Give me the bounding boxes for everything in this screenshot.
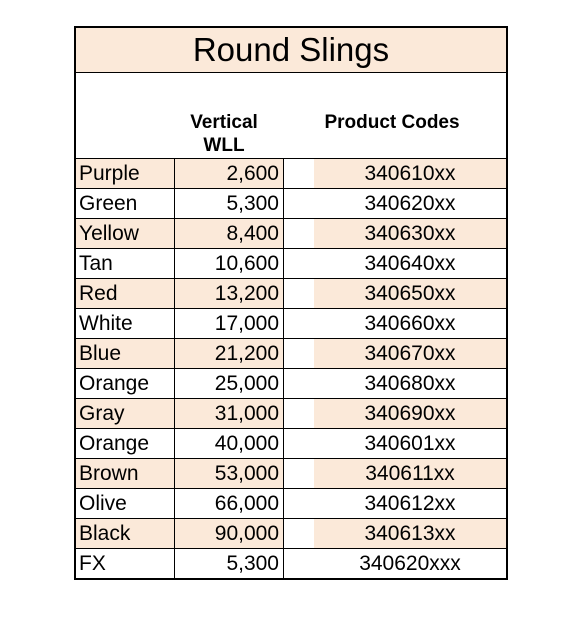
table-row xyxy=(76,459,506,489)
product-code-cell: 340650xx xyxy=(314,279,506,309)
spacer-cell xyxy=(284,339,315,369)
spacer-cell xyxy=(284,219,315,249)
color-cell: Black xyxy=(76,519,175,549)
table-row xyxy=(76,399,506,429)
spacer-cell xyxy=(284,459,315,489)
table-row xyxy=(76,369,506,399)
table-title: Round Slings xyxy=(76,28,506,73)
table-row xyxy=(76,429,506,459)
header-wll-line1: Vertical xyxy=(190,112,258,133)
product-code-cell: 340611xx xyxy=(314,459,506,489)
product-code-cell: 340670xx xyxy=(314,339,506,369)
table-row xyxy=(76,279,506,309)
table-row xyxy=(76,249,506,279)
product-code-cell: 340680xx xyxy=(314,369,506,399)
table-row xyxy=(76,489,506,519)
spacer-cell xyxy=(284,249,315,279)
wll-cell: 10,600 xyxy=(175,249,284,279)
product-code-cell: 340620xxx xyxy=(314,549,506,579)
color-cell: Orange xyxy=(76,369,175,399)
color-cell: Brown xyxy=(76,459,175,489)
spacer-cell xyxy=(284,399,315,429)
product-code-cell: 340690xx xyxy=(314,399,506,429)
color-cell: Red xyxy=(76,279,175,309)
product-code-cell: 340613xx xyxy=(314,519,506,549)
table-body xyxy=(76,159,506,578)
wll-cell: 53,000 xyxy=(175,459,284,489)
wll-cell: 31,000 xyxy=(175,399,284,429)
spacer-cell xyxy=(284,489,315,519)
wll-cell: 2,600 xyxy=(175,159,284,189)
spacer-cell xyxy=(284,189,315,219)
wll-cell: 13,200 xyxy=(175,279,284,309)
color-cell: Purple xyxy=(76,159,175,189)
wll-cell: 17,000 xyxy=(175,309,284,339)
product-code-cell: 340612xx xyxy=(314,489,506,519)
spacer-cell xyxy=(284,309,315,339)
spacer-cell xyxy=(284,159,315,189)
color-cell: Olive xyxy=(76,489,175,519)
color-cell: Orange xyxy=(76,429,175,459)
header-product-codes: Product Codes xyxy=(324,112,460,133)
table-row xyxy=(76,189,506,219)
wll-cell: 21,200 xyxy=(175,339,284,369)
spacer-cell xyxy=(284,519,315,549)
table-row xyxy=(76,219,506,249)
product-code-cell: 340660xx xyxy=(314,309,506,339)
spacer-cell xyxy=(284,429,315,459)
spacer-cell xyxy=(284,279,315,309)
table-row xyxy=(76,549,506,579)
wll-cell: 8,400 xyxy=(175,219,284,249)
product-code-cell: 340601xx xyxy=(314,429,506,459)
color-cell: Gray xyxy=(76,399,175,429)
product-code-cell: 340640xx xyxy=(314,249,506,279)
wll-cell: 40,000 xyxy=(175,429,284,459)
wll-cell: 25,000 xyxy=(175,369,284,399)
table-row xyxy=(76,339,506,369)
color-cell: White xyxy=(76,309,175,339)
spacer-cell xyxy=(284,369,315,399)
product-code-cell: 340610xx xyxy=(314,159,506,189)
wll-cell: 5,300 xyxy=(175,549,284,579)
wll-cell: 5,300 xyxy=(175,189,284,219)
color-cell: Green xyxy=(76,189,175,219)
product-code-cell: 340620xx xyxy=(314,189,506,219)
spacer-cell xyxy=(284,549,315,579)
color-cell: Tan xyxy=(76,249,175,279)
wll-cell: 66,000 xyxy=(175,489,284,519)
table-row xyxy=(76,519,506,549)
sling-data-table xyxy=(76,159,506,578)
header-vertical-wll xyxy=(172,111,276,157)
header-wll-line2: WLL xyxy=(203,135,245,156)
table-row xyxy=(76,159,506,189)
color-cell: FX xyxy=(76,549,175,579)
round-slings-table xyxy=(74,26,508,580)
product-code-cell: 340630xx xyxy=(314,219,506,249)
table-row xyxy=(76,309,506,339)
wll-cell: 90,000 xyxy=(175,519,284,549)
column-header-row xyxy=(76,73,506,159)
color-cell: Yellow xyxy=(76,219,175,249)
color-cell: Blue xyxy=(76,339,175,369)
